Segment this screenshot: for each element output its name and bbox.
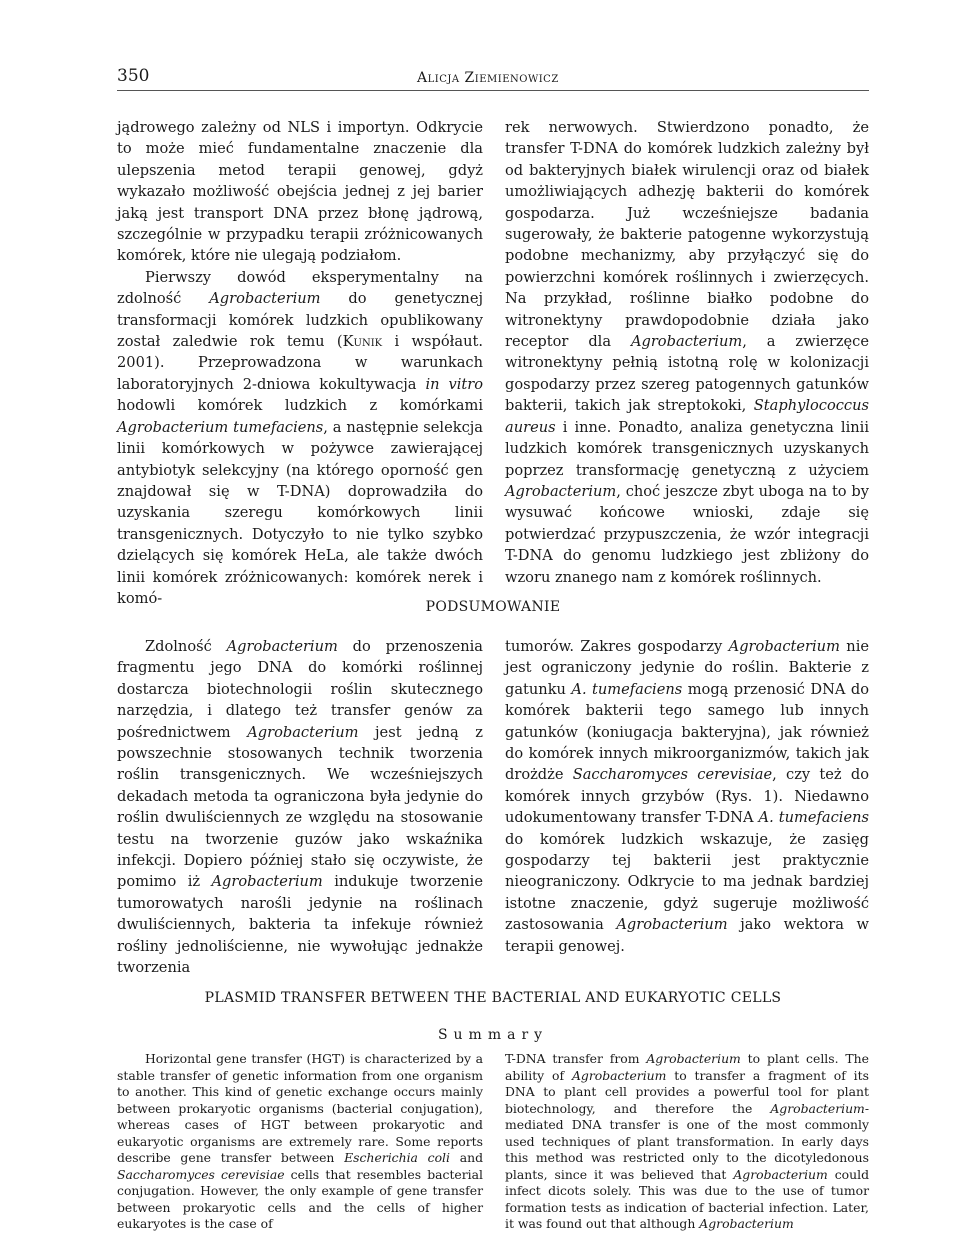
page-number: 350 xyxy=(117,66,150,86)
italic-term: Agrobacterium xyxy=(211,873,323,891)
paragraph xyxy=(505,117,869,588)
italic-term: A. tumefaciens xyxy=(571,680,683,698)
text-run: , czy też do komórek innych grzybów (Rys. 1). Niedawno udokumentowany transfer T-DNA xyxy=(505,766,869,827)
section2-right-column xyxy=(505,636,869,957)
italic-term: Agrobacterium xyxy=(616,916,728,934)
page-header xyxy=(117,66,869,91)
text-run: hodowli komórek ludzkich z komórkami xyxy=(117,397,483,415)
italic-term: Agrobacterium xyxy=(571,1067,667,1083)
paragraph xyxy=(117,1051,483,1233)
text-run: cells that resembles bacterial conjugation. However, the only example of gene transfer between prokaryotic cells and the cells of higher eukaryotes is the case of xyxy=(117,1166,483,1231)
text-run: do przenoszenia fragmentu jego DNA do komórki roślinnej dostarcza biotechnologii roślin skutecznego narzędzia, i dlatego też transfer genów za pośrednictwem xyxy=(117,638,483,741)
text-run: nie jest ograniczony jedynie do roślin. Bakterie z gatunku xyxy=(505,638,870,698)
section1-left-column xyxy=(117,117,483,609)
text-run: indukuje tworzenie tumorowatych narośli jedynie na roślinach dwuliściennych, bakteria ta infekuje również rośliny jednoliścienne, nie wywołując jednakże tworzenia xyxy=(117,873,483,977)
italic-term: in vitro xyxy=(425,375,483,393)
text-run: and xyxy=(449,1150,483,1165)
running-head-author: Alicja Ziemienowicz xyxy=(417,70,559,86)
italic-term: A. tumefaciens xyxy=(758,809,869,827)
text-run: , a następnie selekcja linii komórkowych w pożywce zawierającej antybiotyk selekcyjny (na którego oporność gen znajdował się w T-DNA) doprowadziła do uzyskania szeregu komórkowych linii transgenicznych. Dotyczyło to nie tylko szybko dzielących się komórek HeLa, ale także dwóch linii komórek zróżnicowanych: komórek nerek i komó- xyxy=(117,418,483,607)
italic-term: Agrobacterium xyxy=(247,723,359,741)
italic-term: Saccharomyces cerevisiae xyxy=(572,766,773,784)
text-run: -mediated DNA transfer is one of the most commonly used techniques of plant transformation. In early days this method was restricted only to the dicotyledonous plants, since it was believed that xyxy=(505,1100,869,1182)
italic-term: Agrobacterium xyxy=(733,1166,828,1182)
text-run: jest jedną z powszechnie stosowanych technik tworzenia roślin transgenicznych. We wcześniejszych dekadach metoda ta ograniczona była jedynie do roślin dwuliściennych ze względu na stosowanie testu na tworzenie guzów jako wskaźnika infekcji. Dopiero później stało się oczywiste, że pomimo iż xyxy=(117,723,483,891)
paragraph xyxy=(117,267,483,610)
text-run: , a zwierzęce witronektyny pełnią istotną rolę w kolonizacji gospodarzy przez szereg patogennych gatunków bakterii, takich jak streptokoki, xyxy=(505,333,869,415)
text-run: rek nerwowych. Stwierdzono ponadto, że transfer T-DNA do komórek ludzkich zależny był od bakteryjnych białek wirulencji oraz od białek umożliwiających adhezję bakterii do komórek gospodarza. Już wcześniejsze badania sugerowały, że bakterie patogenne wykorzystują podobne mechanizmy, aby przyłączyć się do powierzchni komórek roślinnych i zwierzęcych. Na przykład, roślinne białko podobne do witronektyny prawdopodobnie działa jako receptor dla xyxy=(505,119,869,351)
text-run: to transfer a fragment of its DNA to plant cell provides a powerful tool for plant biotechnology, and therefore the xyxy=(505,1067,869,1116)
italic-term: Agrobacterium xyxy=(728,638,840,655)
summary-subheading: Summary xyxy=(437,1027,549,1043)
text-run: T-DNA transfer from xyxy=(505,1051,647,1066)
italic-term: Agrobacterium xyxy=(699,1216,794,1231)
text-run: jako wektora w terapii genowej. xyxy=(505,916,870,955)
section-title-podsumowanie: PODSUMOWANIE xyxy=(425,599,561,615)
italic-term: Agrobacterium xyxy=(209,290,321,308)
text-run: i współaut. 2001). Przeprowadzona w warunkach laboratoryjnych 2-dniowa kokultywacja xyxy=(117,333,483,393)
text-run: do komórek ludzkich wskazuje, że zasięg gospodarzy tej bakterii jest praktycznie nieograniczony. Odkrycie to ma jednak bardziej istotne znaczenie, gdyż sugeruje możliwość zastosowania xyxy=(505,830,869,934)
italic-term: Agrobacterium xyxy=(505,482,617,500)
summary-heading: PLASMID TRANSFER BETWEEN THE BACTERIAL AND EUKARYOTIC CELLS xyxy=(204,990,782,1006)
italic-term: Staphylococcus aureus xyxy=(505,397,869,436)
italic-term: Agrobacterium tumefaciens xyxy=(117,418,324,436)
italic-term: Agrobacterium xyxy=(226,638,338,655)
text-run: tumorów. Zakres gospodarzy xyxy=(505,638,729,655)
text-run: jądrowego zależny od NLS i importyn. Odkrycie to może mieć fundamentalne znaczenie dla ulepszenia metod terapii genowej, gdyż wykazało możliwość obejścia jednej z jej barier jaką jest transport DNA przez błonę jądrową, szczególnie w przypadku terapii zróżnicowanych komórek, które nie ulegają podziałom. xyxy=(117,119,483,265)
italic-term: Escherichia coli xyxy=(344,1150,450,1165)
text-run: , choć jeszcze zbyt uboga na to by wysuwać końcowe wnioski, zdaje się potwierdzać przypuszczenia, że wzór integracji T-DNA do genomu ludzkiego jest zbliżony do wzoru znanego nam z komórek roślinnych. xyxy=(505,482,869,586)
section2-left-column xyxy=(117,636,483,979)
text-run: Pierwszy dowód eksperymentalny na zdolność xyxy=(117,268,483,308)
text-run: mogą przenosić DNA do komórek bakterii tego samego lub innych gatunków (koniugacja bakteryjna), jak również do komórek innych mikroorganizmów, takich jak drożdże xyxy=(505,680,869,784)
text-run: could infect dicots solely. This was due to the use of tumor formation tests as indication of bacterial infection. Later, it was found out that although xyxy=(505,1166,870,1231)
author-name: Kunik xyxy=(342,333,383,351)
italic-term: Agrobacterium xyxy=(770,1100,865,1116)
section1-right-column xyxy=(505,117,869,588)
italic-term: Saccharomyces cerevisiae xyxy=(117,1166,285,1182)
paragraph xyxy=(505,1051,869,1233)
section3-right-column xyxy=(505,1051,869,1233)
paragraph xyxy=(505,636,869,957)
text-run: do genetycznej transformacji komórek ludzkich opublikowany został zaledwie rok temu ( xyxy=(117,290,483,351)
italic-term: Agrobacterium xyxy=(630,333,743,351)
paragraph xyxy=(117,636,483,979)
section3-left-column xyxy=(117,1051,483,1233)
text-run: to plant cells. The ability of xyxy=(505,1051,869,1083)
text-run: Horizontal gene transfer (HGT) is characterized by a stable transfer of genetic information from one organism to another. This kind of genetic exchange occurs mainly between prokaryotic organisms (bacterial conjugation), whereas cases of HGT between prokaryotic and eukaryotic organisms are extremely rare. Some reports describe gene transfer between xyxy=(117,1051,483,1165)
text-run: Zdolność xyxy=(145,638,227,655)
text-run: i inne. Ponadto, analiza genetyczna linii ludzkich komórek transgenicznych uzyskanych poprzez transformację genetyczną z użyciem xyxy=(505,418,869,479)
paragraph xyxy=(117,117,483,267)
italic-term: Agrobacterium xyxy=(646,1051,741,1066)
